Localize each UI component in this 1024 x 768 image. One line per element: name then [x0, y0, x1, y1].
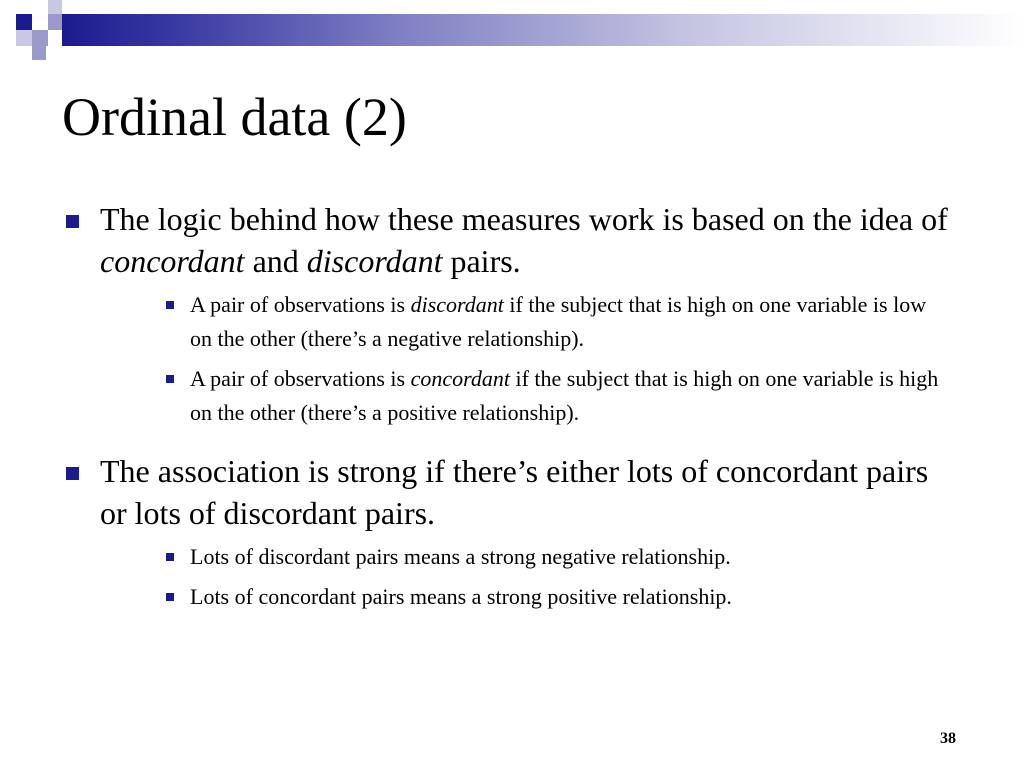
bullet-1-sublist — [62, 288, 962, 430]
header-gradient-bar — [62, 14, 1024, 46]
bullet-1 — [62, 198, 962, 282]
slide-body — [62, 198, 962, 620]
sub-bullet-1-1-pre: A pair of observations is — [190, 292, 411, 317]
header-square — [32, 14, 48, 30]
small-square-bullet-icon — [166, 553, 174, 561]
sub-bullet-2-1 — [190, 540, 950, 574]
sub-bullet-1-1 — [190, 288, 950, 356]
spacer — [62, 436, 962, 450]
header-square — [48, 14, 62, 30]
sub-bullet-1-2-post: if the subject that is high on one variable is high on the other (there’s a positive relationship). — [190, 366, 939, 425]
small-square-bullet-icon — [166, 301, 174, 309]
bullet-2-sublist — [62, 540, 962, 614]
header-square — [32, 46, 46, 60]
small-square-bullet-icon — [166, 375, 174, 383]
bullet-1-em-discordant: discordant — [306, 243, 443, 279]
sub-bullet-2-1-text: Lots of discordant pairs means a strong negative relationship. — [190, 544, 731, 569]
sub-bullet-2-2-text: Lots of concordant pairs means a strong positive relationship. — [190, 584, 732, 609]
square-bullet-icon — [66, 467, 79, 480]
page-number: 38 — [940, 730, 956, 747]
sub-bullet-1-2-pre: A pair of observations is — [190, 366, 411, 391]
bullet-1-text-a: The logic behind how these measures work is based on the idea of — [100, 201, 948, 237]
sub-bullet-1-1-em: discordant — [410, 292, 504, 317]
header-square — [0, 14, 16, 30]
bullet-2-text: The association is strong if there’s either lots of concordant pairs or lots of discordant pairs. — [100, 453, 929, 531]
bullet-1-text-c: pairs. — [442, 243, 521, 279]
header-square — [16, 30, 32, 46]
header-square — [48, 0, 62, 14]
sub-bullet-1-2 — [190, 362, 950, 430]
bullet-1-em-concordant: concordant — [100, 243, 245, 279]
square-bullet-icon — [66, 215, 79, 228]
header-square — [0, 0, 16, 14]
sub-bullet-1-2-em: concordant — [410, 366, 510, 391]
header-square — [16, 14, 32, 30]
sub-bullet-1-1-post: if the subject that is high on one variable is low on the other (there’s a negative relationship). — [190, 292, 927, 351]
header-square — [48, 30, 62, 46]
header-square — [32, 30, 48, 46]
sub-bullet-2-2 — [190, 580, 950, 614]
small-square-bullet-icon — [166, 593, 174, 601]
bullet-2 — [62, 450, 962, 534]
slide-title: Ordinal data (2) — [62, 87, 407, 147]
bullet-1-text-b: and — [244, 243, 307, 279]
